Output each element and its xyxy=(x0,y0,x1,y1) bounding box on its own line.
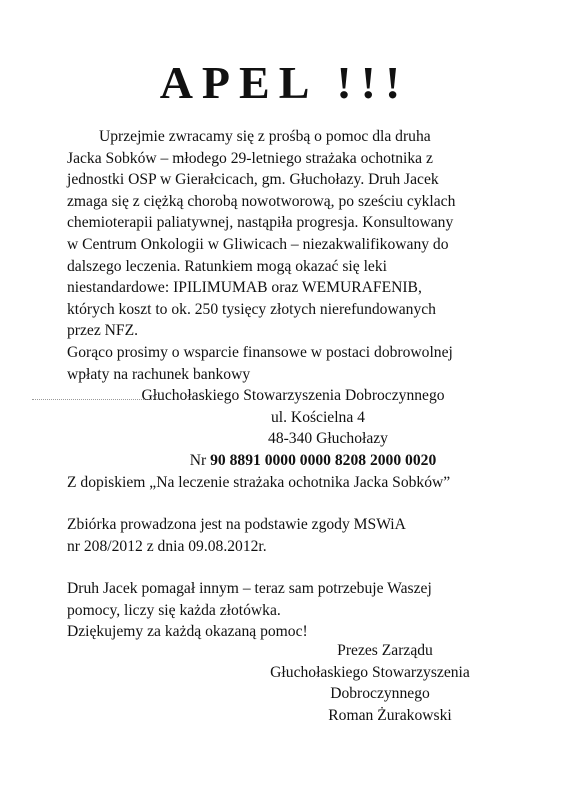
text-line: Zbiórka prowadzona jest na podstawie zgody MSWiA xyxy=(67,516,406,534)
text-line: pomocy, liczy się każda złotówka. xyxy=(67,601,281,619)
signatory-org-line1: Głuchołaskiego Stowarzyszenia xyxy=(270,663,470,681)
donation-request-paragraph xyxy=(67,342,499,385)
text-line: w Centrum Onkologii w Gliwicach – niezakwalifikowany do xyxy=(67,235,449,253)
transfer-note xyxy=(67,472,499,494)
text-line: jednostki OSP w Gierałcicach, gm. Głuchołazy. Druh Jacek xyxy=(67,171,439,189)
text-line: dalszego leczenia. Ratunkiem mogą okazać się leki xyxy=(67,257,387,275)
street-address: ul. Kościelna 4 xyxy=(271,408,365,426)
account-line xyxy=(67,450,499,472)
account-prefix: Nr xyxy=(189,451,211,469)
signatory-name: Roman Żurakowski xyxy=(328,706,452,724)
text-line: Gorąco prosimy o wsparcie finansowe w postaci dobrowolnej xyxy=(67,343,453,361)
document-body xyxy=(67,126,499,643)
signatory-role: Prezes Zarządu xyxy=(337,642,433,659)
signatory-org-line2: Dobroczynnego xyxy=(330,685,430,703)
text-line: Uprzejmie zwracamy się z prośbą o pomoc dla druha xyxy=(99,128,431,145)
text-line: przez NFZ. xyxy=(67,322,139,340)
signature-block xyxy=(250,640,490,726)
account-number: 90 8891 0000 0000 8208 2000 0020 xyxy=(210,451,437,469)
text-line: niestandardowe: IPILIMUMAB oraz WEMURAFENIB, xyxy=(67,279,422,297)
text-line: nr 208/2012 z dnia 09.08.2012r. xyxy=(67,537,267,555)
bank-address-block xyxy=(67,385,499,471)
text-line: Jacka Sobków – młodego 29-letniego strażaka ochotnika z xyxy=(67,149,433,167)
appeal-paragraph xyxy=(67,126,499,342)
closing-paragraph xyxy=(67,578,499,643)
text-line: chemioterapii paliatywnej, nastąpiła progresja. Konsultowany xyxy=(67,214,454,232)
text-line: których koszt to ok. 250 tysięcy złotych nierefundowanych xyxy=(67,300,436,318)
text-line: wpłaty na rachunek bankowy xyxy=(67,365,251,383)
text-line: Dziękujemy za każdą okazaną pomoc! xyxy=(67,623,308,641)
text-line: zmaga się z ciężką chorobą nowotworową, po sześciu cyklach xyxy=(67,192,456,210)
spacer xyxy=(67,493,499,514)
spacer xyxy=(67,557,499,578)
organization-name: Głuchołaskiego Stowarzyszenia Dobroczynnego xyxy=(141,387,445,405)
city-address: 48-340 Głuchołazy xyxy=(268,430,388,448)
permit-paragraph xyxy=(67,514,499,557)
text-line: Z dopiskiem „Na leczenie strażaka ochotnika Jacka Sobków” xyxy=(67,473,451,491)
text-line: Druh Jacek pomagał innym – teraz sam potrzebuje Waszej xyxy=(67,580,432,598)
page-title: APEL !!! xyxy=(159,57,410,108)
